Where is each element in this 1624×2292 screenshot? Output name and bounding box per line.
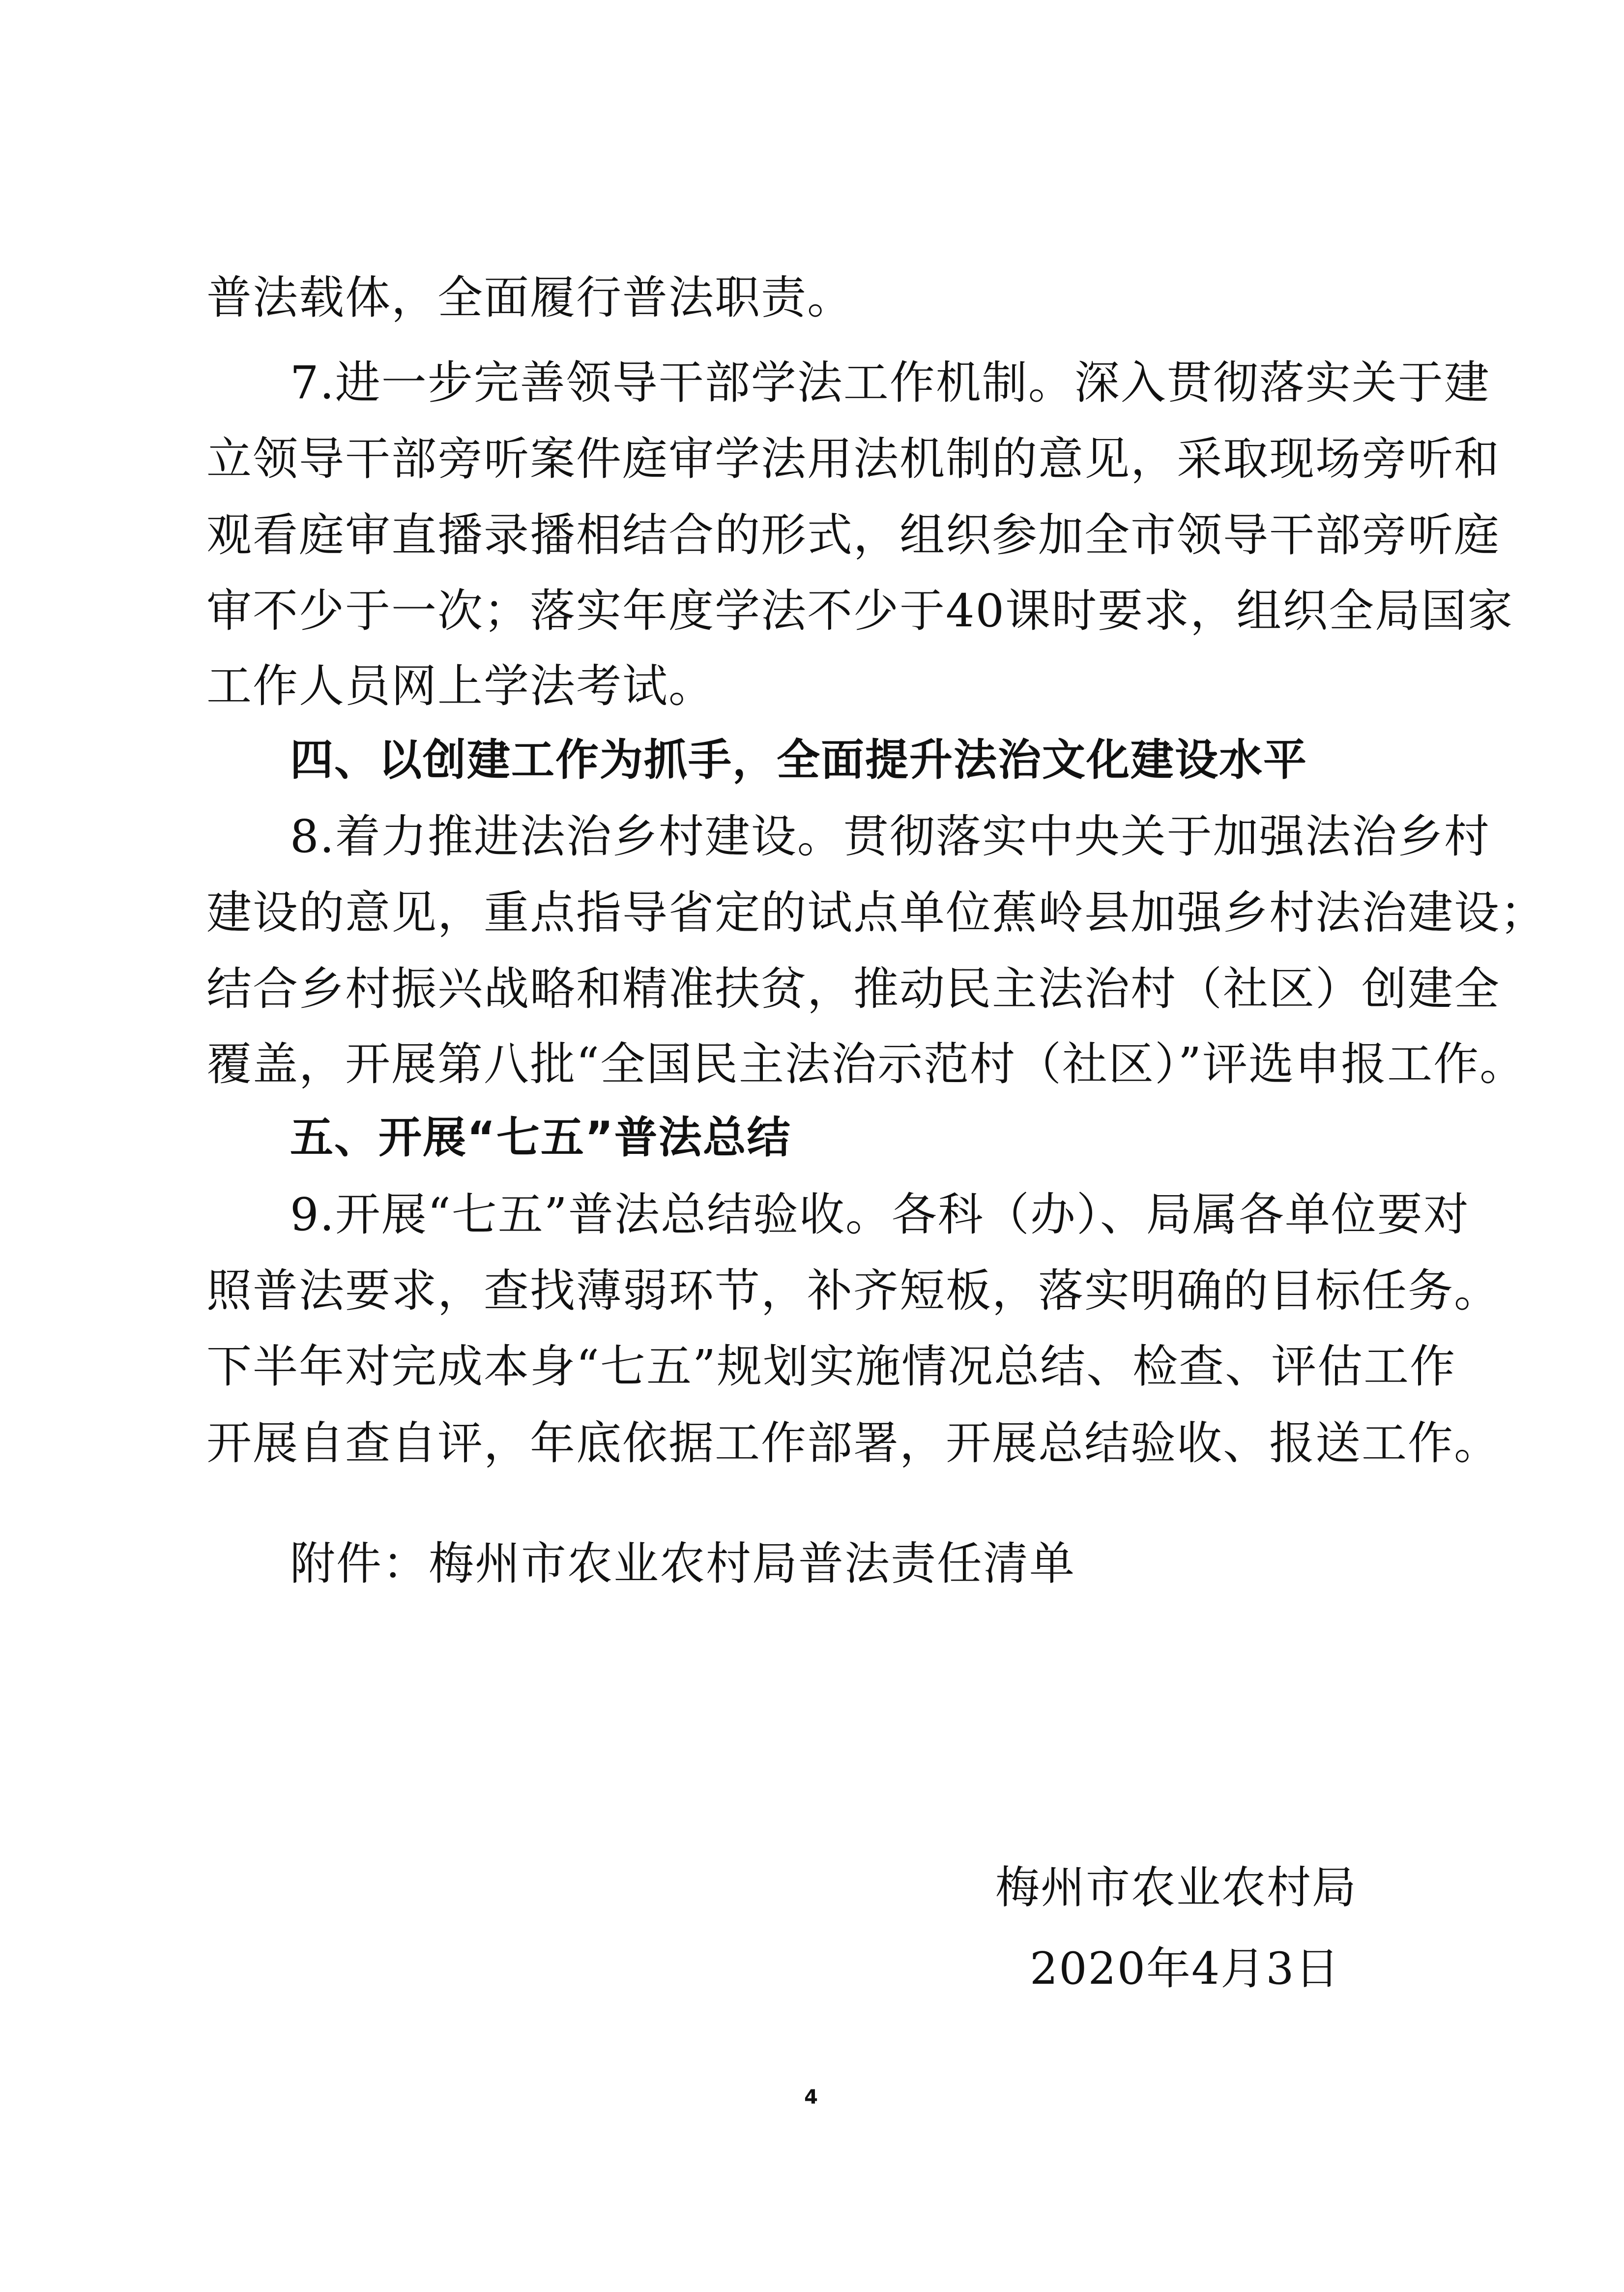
paragraph-line: 覆盖，开展第八批“全国民主法治示范村（社区）”评选申报工作。 <box>206 1038 1526 1090</box>
page-number: 4 <box>804 2086 818 2109</box>
paragraph-line: 开展自查自评，年底依据工作部署，开展总结验收、报送工作。 <box>206 1417 1501 1469</box>
paragraph-line: 照普法要求，查找薄弱环节，补齐短板，落实明确的目标任务。 <box>206 1264 1501 1317</box>
paragraph-line: 审不少于一次；落实年度学法不少于40课时要求，组织全局国家 <box>206 585 1514 637</box>
paragraph-line: 普法载体，全面履行普法职责。 <box>206 271 854 324</box>
signature-organization: 梅州市农业农村局 <box>995 1862 1357 1913</box>
section-heading: 五、开展“七五”普法总结 <box>290 1112 791 1163</box>
section-heading: 四、以创建工作为抓手，全面提升法治文化建设水平 <box>290 735 1308 785</box>
attachment-note: 附件：梅州市农业农村局普法责任清单 <box>290 1537 1076 1590</box>
paragraph-line: 下半年对完成本身“七五”规划实施情况总结、检查、评估工作 <box>206 1340 1456 1393</box>
paragraph-line: 7.进一步完善领导干部学法工作机制。深入贯彻落实关于建 <box>290 356 1490 409</box>
paragraph-line: 立领导干部旁听案件庭审学法用法机制的意见，采取现场旁听和 <box>206 433 1501 485</box>
paragraph-line: 工作人员网上学法考试。 <box>206 660 715 712</box>
paragraph-line: 建设的意见，重点指导省定的试点单位蕉岭县加强乡村法治建设； <box>206 886 1547 939</box>
paragraph-line: 9.开展“七五”普法总结验收。各科（办）、局属各单位要对 <box>290 1188 1470 1241</box>
paragraph-line: 观看庭审直播录播相结合的形式，组织参加全市领导干部旁听庭 <box>206 509 1501 561</box>
signature-date: 2020年4月3日 <box>1030 1943 1340 1995</box>
paragraph-line: 8.着力推进法治乡村建设。贯彻落实中央关于加强法治乡村 <box>290 810 1490 863</box>
paragraph-line: 结合乡村振兴战略和精准扶贫，推动民主法治村（社区）创建全 <box>206 963 1501 1015</box>
